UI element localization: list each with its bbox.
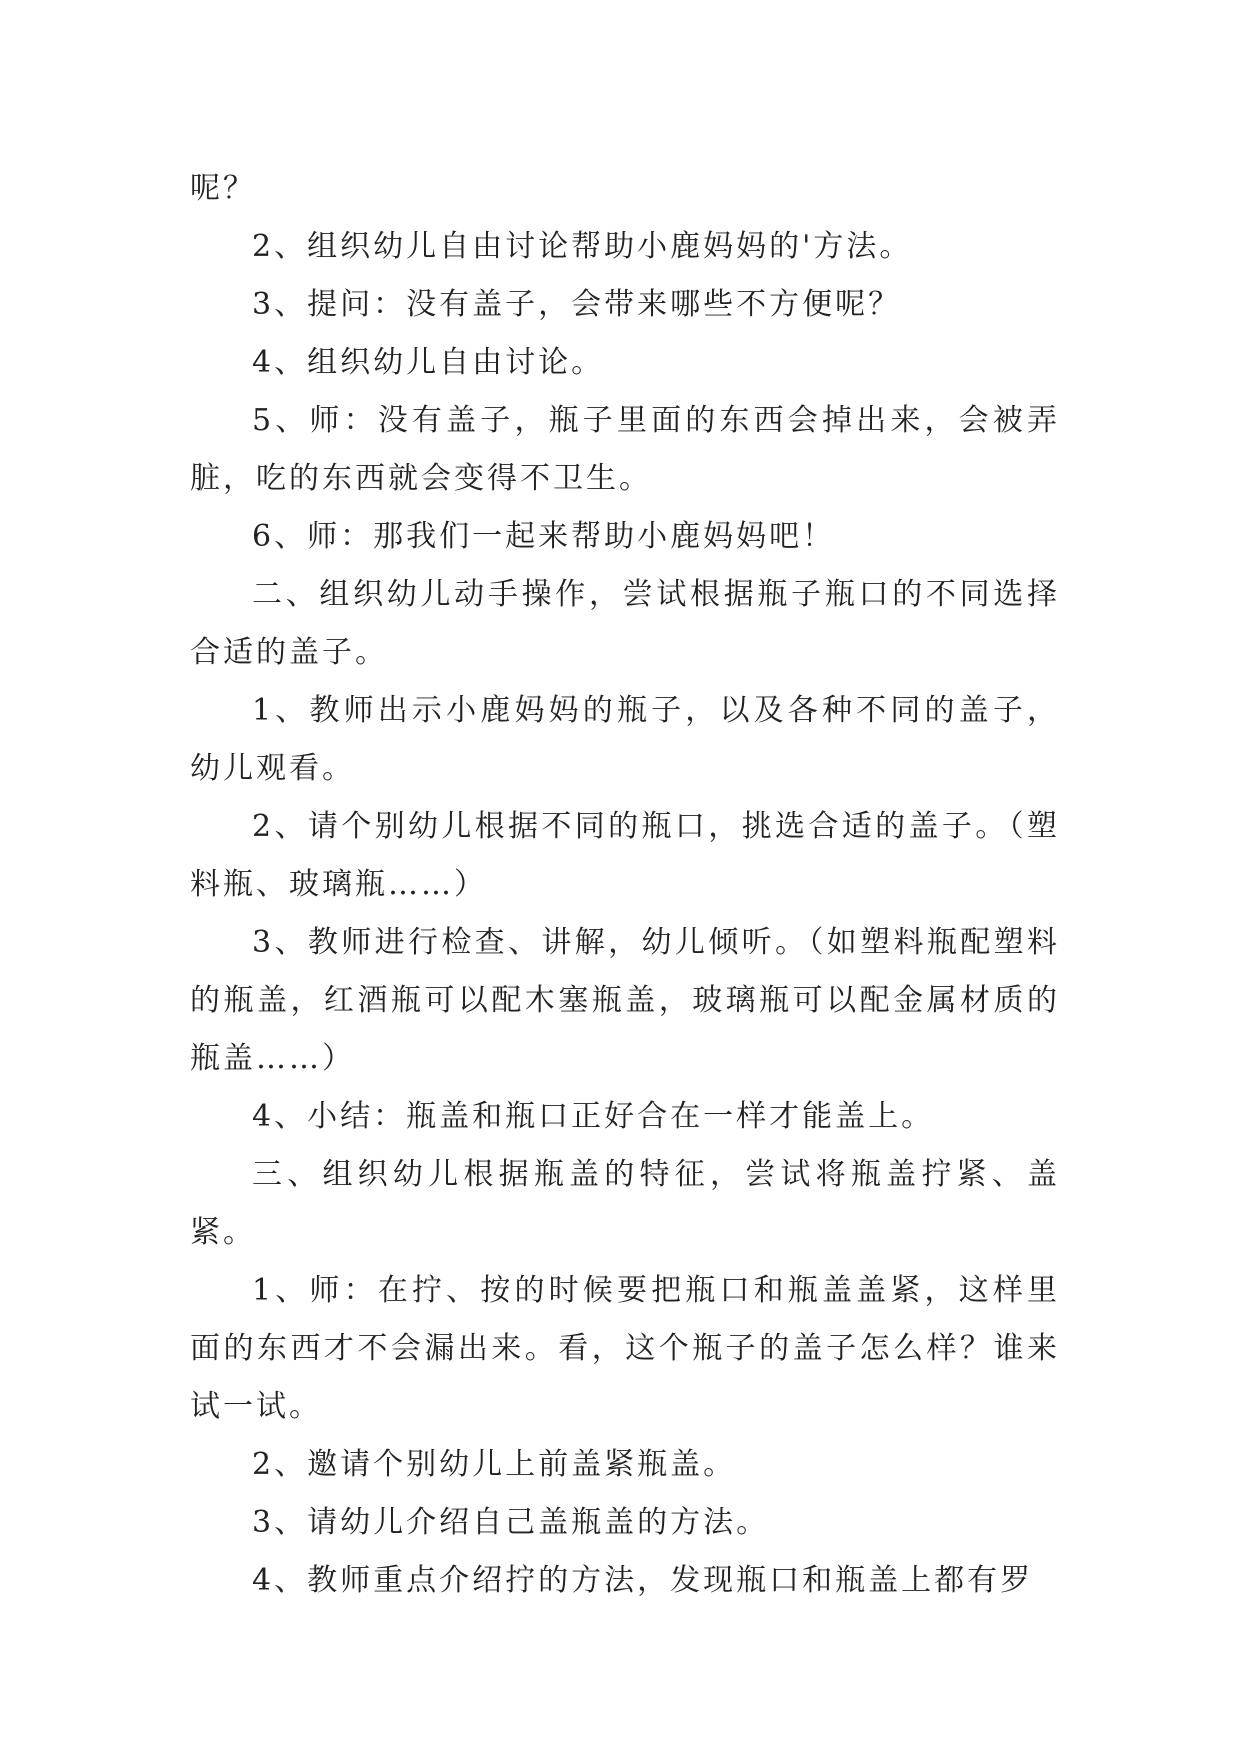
paragraph-5: 5、师：没有盖子，瓶子里面的东西会掉出来，会被弄脏，吃的东西就会变得不卫生。 <box>190 403 1060 496</box>
paragraph-13: 1、师：在拧、按的时候要把瓶口和瓶盖盖紧，这样里面的东西才不会漏出来。看，这个瓶子的盖子怎么样？谁来试一试。 <box>190 1273 1060 1424</box>
paragraph-16: 4、教师重点介绍拧的方法，发现瓶口和瓶盖上都有罗 <box>252 1563 1034 1598</box>
paragraph-15: 3、请幼儿介绍自己盖瓶盖的方法。 <box>252 1505 770 1540</box>
paragraph-2: 2、组织幼儿自由讨论帮助小鹿妈妈的'方法。 <box>252 229 913 264</box>
paragraph-6: 6、师：那我们一起来帮助小鹿妈妈吧！ <box>252 519 836 554</box>
section-heading-2: 二、组织幼儿动手操作，尝试根据瓶子瓶口的不同选择合适的盖子。 <box>190 577 1060 670</box>
paragraph-1: 呢？ <box>190 171 256 206</box>
section-heading-3: 三、组织幼儿根据瓶盖的特征，尝试将瓶盖拧紧、盖紧。 <box>190 1157 1060 1250</box>
paragraph-11: 4、小结：瓶盖和瓶口正好合在一样才能盖上。 <box>252 1099 935 1134</box>
paragraph-3: 3、提问：没有盖子，会带来哪些不方便呢？ <box>252 287 902 322</box>
document-body <box>190 160 1060 1610</box>
paragraph-9: 2、请个别幼儿根据不同的瓶口，挑选合适的盖子。（塑料瓶、玻璃瓶……） <box>190 809 1060 902</box>
paragraph-10: 3、教师进行检查、讲解，幼儿倾听。（如塑料瓶配塑料的瓶盖，红酒瓶可以配木塞瓶盖，玻璃瓶可以配金属材质的瓶盖……） <box>190 925 1060 1076</box>
paragraph-14: 2、邀请个别幼儿上前盖紧瓶盖。 <box>252 1447 737 1482</box>
paragraph-4: 4、组织幼儿自由讨论。 <box>252 345 605 380</box>
paragraph-8: 1、教师出示小鹿妈妈的瓶子，以及各种不同的盖子，幼儿观看。 <box>190 693 1060 786</box>
